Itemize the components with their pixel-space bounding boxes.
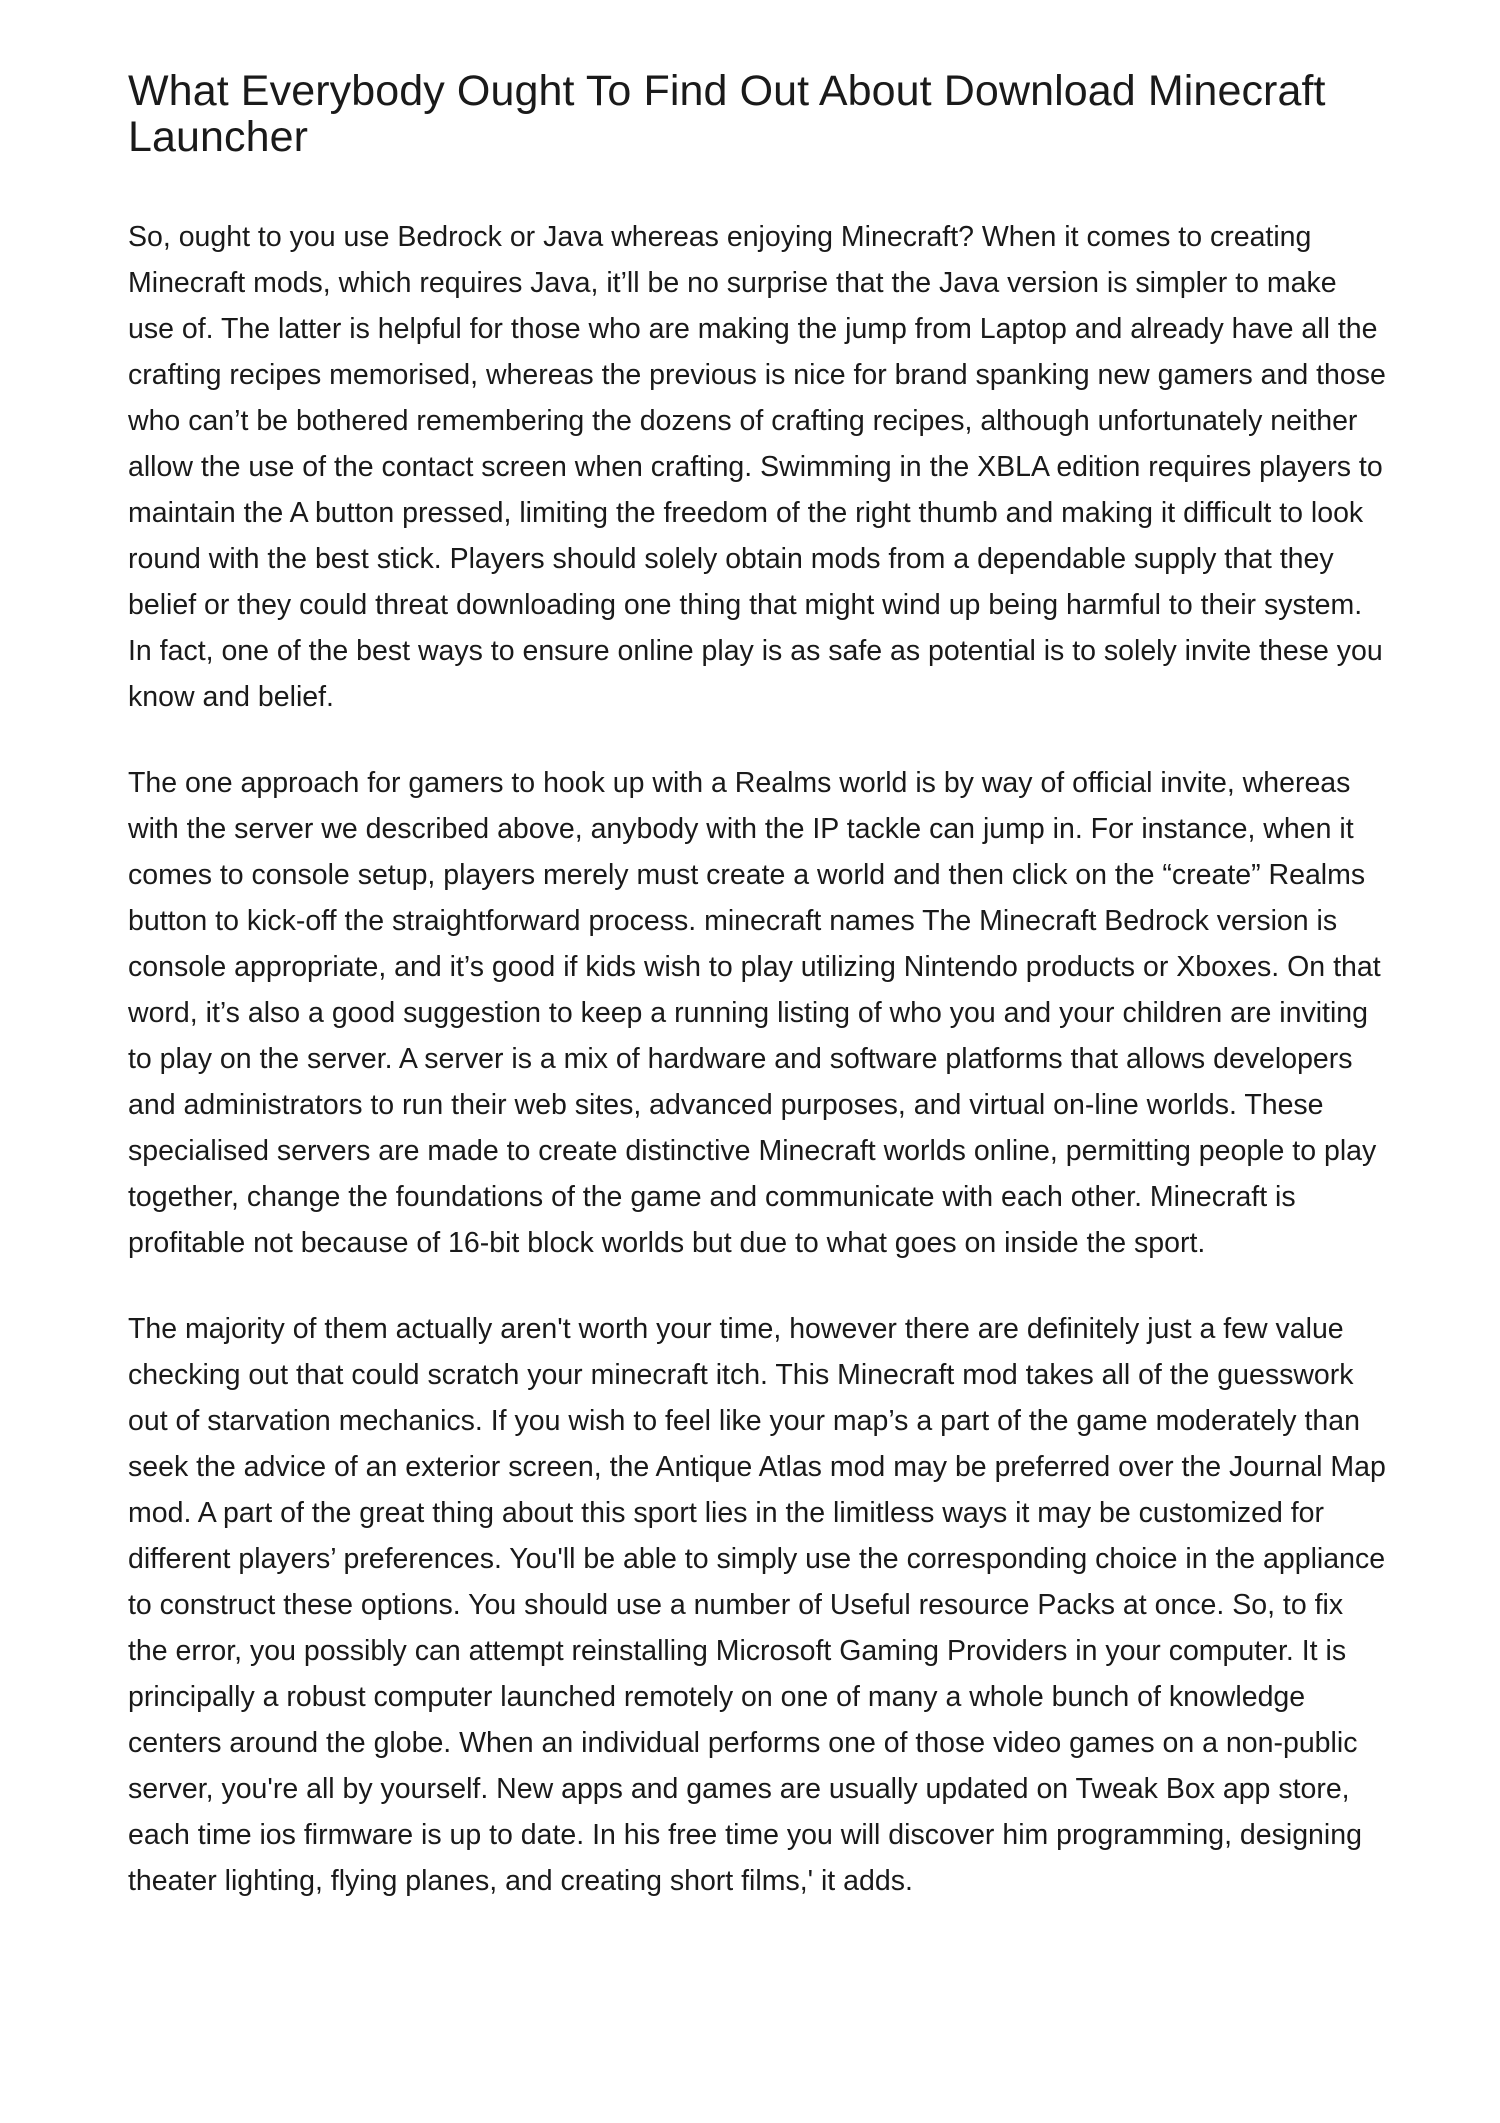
paragraph-3: The majority of them actually aren't worth your time, however there are definitely just a few value checking out that could scratch your minecraft itch. This Minecraft mod takes all of the guesswork out of starvation mechanics. If you wish to feel like your map’s a part of the game moderately than seek the advice of an exterior screen, the Antique Atlas mod may be preferred over the Journal Map mod. A part of the great thing about this sport lies in the limitless ways it may be customized for different players’ preferences. You'll be able to simply use the corresponding choice in the appliance to construct these options. You should use a number of Useful resource Packs at once. So, to fix the error, you possibly can attempt reinstalling Microsoft Gaming Providers in your computer. It is principally a robust computer launched remotely on one of many a whole bunch of knowledge centers around the globe. When an individual performs one of those video games on a non-public server, you're all by yourself. New apps and games are usually updated on Tweak Box app store, each time ios firmware is up to date. In his free time you will discover him programming, designing theater lighting, flying planes, and creating short films,' it adds. <box>128 1313 1386 1897</box>
document-page <box>128 68 1390 1904</box>
paragraph-2: The one approach for gamers to hook up with a Realms world is by way of official invite, whereas with the server we described above, anybody with the IP tackle can jump in. For instance, when it comes to console setup, players merely must create a world and then click on the “create” Realms button to kick-off the straightforward process. minecraft names The Minecraft Bedrock version is console appropriate, and it’s good if kids wish to play utilizing Nintendo products or Xboxes. On that word, it’s also a good suggestion to keep a running listing of who you and your children are inviting to play on the server. A server is a mix of hardware and software platforms that allows developers and administrators to run their web sites, advanced purposes, and virtual on-line worlds. These specialised servers are made to create distinctive Minecraft worlds online, permitting people to play together, change the foundations of the game and communicate with each other. Minecraft is profitable not because of 16-bit block worlds but due to what goes on inside the sport. <box>128 767 1381 1259</box>
document-title: What Everybody Ought To Find Out About Download Minecraft Launcher <box>128 67 1326 161</box>
paragraph-1: So, ought to you use Bedrock or Java whereas enjoying Minecraft? When it comes to creating Minecraft mods, which requires Java, it’ll be no surprise that the Java version is simpler to make use of. The latter is helpful for those who are making the jump from Laptop and already have all the crafting recipes memorised, whereas the previous is nice for brand spanking new gamers and those who can’t be bothered remembering the dozens of crafting recipes, although unfortunately neither allow the use of the contact screen when crafting. Swimming in the XBLA edition requires players to maintain the A button pressed, limiting the freedom of the right thumb and making it difficult to look round with the best stick. Players should solely obtain mods from a dependable supply that they belief or they could threat downloading one thing that might wind up being harmful to their system. In fact, one of the best ways to ensure online play is as safe as potential is to solely invite these you know and belief. <box>128 221 1386 713</box>
